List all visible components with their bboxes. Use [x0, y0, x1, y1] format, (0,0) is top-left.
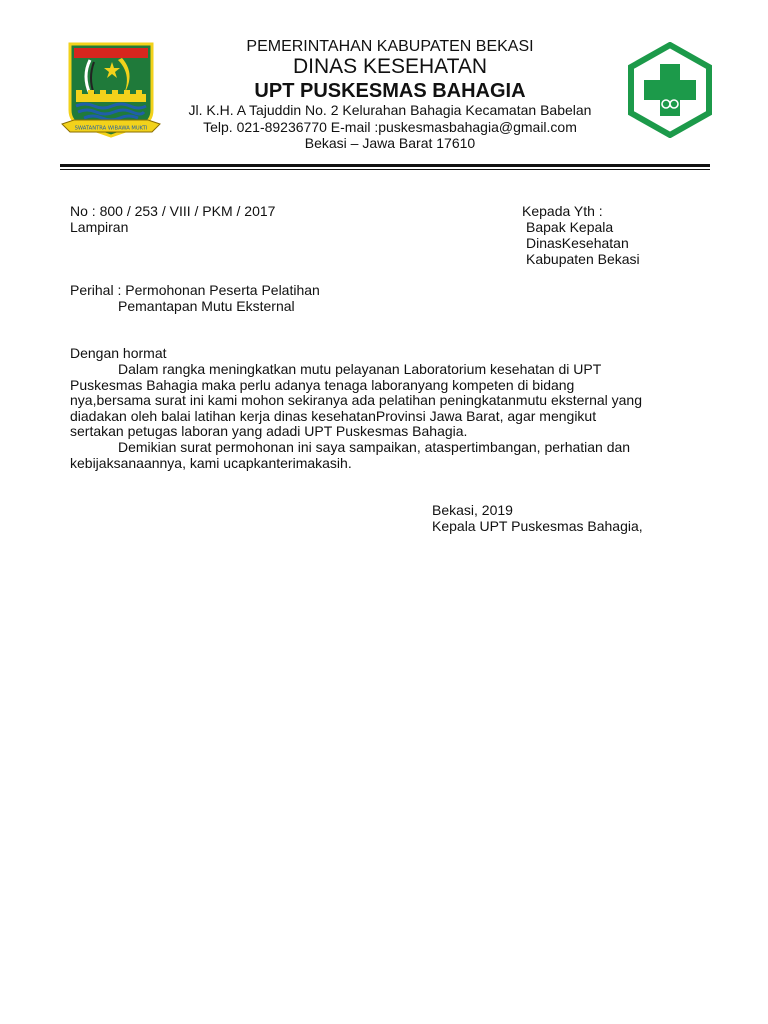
body-paragraph-2-line: kebijaksanaannya, kami ucapkanterimakasih.: [70, 455, 352, 471]
body-paragraph-1-line: sertakan petugas laboran yang adadi UPT Puskesmas Bahagia.: [70, 423, 468, 439]
letterhead-city: Bekasi – Jawa Barat 17610: [304, 135, 476, 151]
signature-title: Kepala UPT Puskesmas Bahagia,: [432, 518, 643, 534]
puskesmas-cross-icon: [622, 42, 718, 138]
body-paragraph-1-line: nya,bersama surat ini kami mohon sekiranya ada pelatihan peningkatanmutu eksternal yang: [70, 392, 643, 408]
signature-place-date: Bekasi, 2019: [432, 502, 513, 518]
letterhead-government: PEMERINTAHAN KABUPATEN BEKASI: [246, 38, 534, 55]
crest-motto: SWATANTRA WIBAWA MUKTI: [74, 125, 148, 132]
letter-number: No : 800 / 253 / VIII / PKM / 2017: [70, 203, 276, 219]
recipient-line: Kabupaten Bekasi: [526, 251, 640, 267]
greeting: Dengan hormat: [70, 345, 167, 361]
subject-line-2: Pemantapan Mutu Eksternal: [118, 298, 295, 314]
body-paragraph-1-line: diadakan oleh balai latihan kerja dinas kesehatanProvinsi Jawa Barat, agar mengikut: [70, 408, 597, 424]
letterhead-department: DINAS KESEHATAN: [292, 55, 488, 78]
recipient-line: Bapak Kepala: [526, 219, 614, 235]
body-paragraph-2-line: Demikian surat permohonan ini saya sampaikan, ataspertimbangan, perhatian dan: [118, 439, 631, 455]
letterhead-address: Jl. K.H. A Tajuddin No. 2 Kelurahan Bahagia Kecamatan Babelan: [188, 102, 592, 118]
letterhead-organization: UPT PUSKESMAS BAHAGIA: [254, 80, 526, 102]
body-paragraph-1-line: Dalam rangka meningkatkan mutu pelayanan Laboratorium kesehatan di UPT: [118, 361, 602, 377]
subject-line-1: Perihal : Permohonan Peserta Pelatihan: [70, 282, 320, 298]
body-paragraph-1-line: Puskesmas Bahagia maka perlu adanya tenaga laboranyang kompeten di bidang: [70, 377, 575, 393]
bekasi-regency-crest-icon: [60, 40, 162, 144]
letterhead-contact: Telp. 021-89236770 E-mail :puskesmasbahagia@gmail.com: [203, 119, 577, 135]
letterhead-divider-thin: [60, 169, 710, 170]
recipient-salutation: Kepada Yth :: [522, 203, 603, 219]
recipient-line: DinasKesehatan: [526, 235, 629, 251]
letterhead-divider-thick: [60, 164, 710, 167]
letter-attachment: Lampiran: [70, 219, 129, 235]
